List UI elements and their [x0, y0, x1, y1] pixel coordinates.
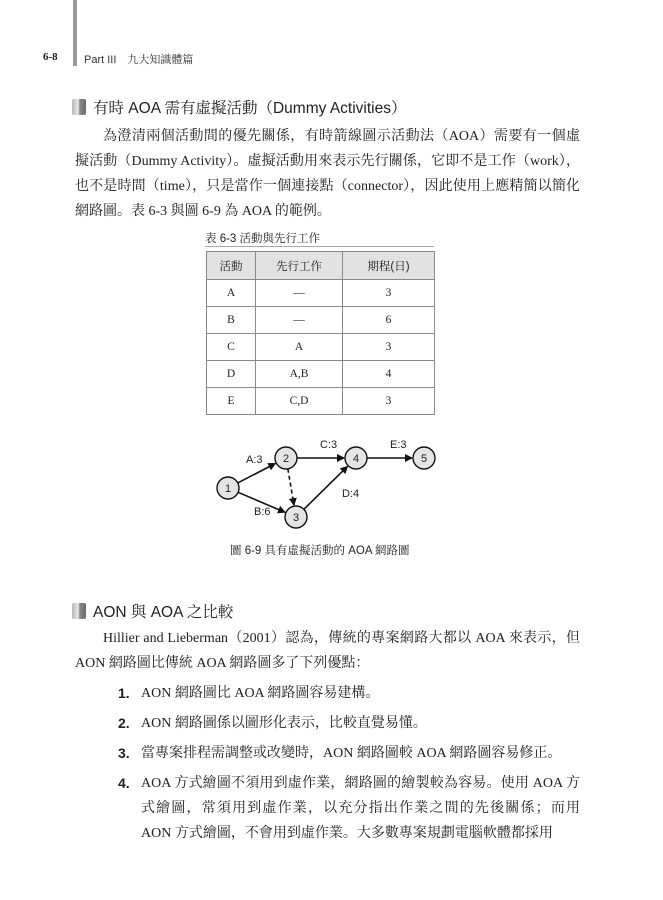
edge-label: B:6	[254, 506, 271, 518]
list-text: AON 網路圖比 AOA 網路圖容易建構。	[141, 686, 380, 701]
list-text: AON 網路圖係以圖形化表示，比較直覺易懂。	[141, 716, 427, 731]
node-2	[275, 447, 297, 469]
heading-text: AON 與 AOA 之比較	[93, 604, 234, 621]
col-header: 期程(日)	[343, 252, 435, 280]
node-label: 5	[420, 453, 428, 465]
activity-arrow	[304, 466, 348, 509]
caption-rule	[205, 246, 434, 247]
section-heading-compare	[72, 600, 233, 622]
activity-arrow	[238, 464, 276, 483]
list-text: 當專案排程需調整或改變時，AON 網路圖較 AOA 網路圖容易修正。	[141, 746, 562, 761]
cell: D	[207, 361, 256, 388]
cell: 3	[343, 388, 435, 415]
cell: 3	[343, 334, 435, 361]
cell: —	[256, 307, 343, 334]
edge-label: A:3	[246, 454, 263, 466]
cell: 6	[343, 307, 435, 334]
cell: B	[207, 307, 256, 334]
cell: A	[207, 280, 256, 307]
part-title: Part III 九大知識體篇	[84, 54, 194, 66]
cell: C,D	[256, 388, 343, 415]
cell: A,B	[256, 361, 343, 388]
node-5	[413, 447, 435, 469]
list-number: 1.	[118, 685, 130, 701]
list-text: AOA 方式繪圖不須用到虛作業，網路圖的繪製較為容易。使用 AOA 方式繪圖，常須用到虛作業，以充分指出作業之間的先後關係；而用 AON 方式繪圖，不會用到虛作業。大多數專案規劃電腦軟體都採用	[141, 776, 580, 841]
list-item	[118, 771, 580, 846]
heading-text: 有時 AOA 需有虛擬活動（Dummy Activities）	[93, 100, 407, 117]
list-number: 4.	[118, 775, 130, 791]
dummy-arrow	[288, 469, 294, 505]
cell: A	[256, 334, 343, 361]
table-header-row	[207, 252, 435, 280]
list-item	[118, 681, 580, 706]
node-label: 4	[352, 453, 360, 465]
edge-label: C:3	[320, 439, 338, 451]
margin-bar	[73, 0, 77, 66]
cube-icon	[72, 99, 86, 115]
table-row	[207, 388, 435, 415]
cell: E	[207, 388, 256, 415]
paragraph-text: 為澄清兩個活動間的優先關係，有時箭線圖示活動法（AOA）需要有一個虛擬活動（Dummy Activity）。虛擬活動用來表示先行關係，它即不是工作（work），也不是時間（time），只是當作一個連接點（connector），因此使用上應精簡以簡化網路圖。表 6-3 與圖 6-9 為 AOA 的範例。	[75, 129, 580, 219]
node-3	[285, 506, 307, 528]
paragraph-compare	[75, 626, 580, 676]
section-heading-dummy	[72, 96, 406, 118]
col-header: 先行工作	[256, 252, 343, 280]
table-row	[207, 334, 435, 361]
cell: 4	[343, 361, 435, 388]
node-4	[345, 447, 367, 469]
table-row	[207, 361, 435, 388]
activity-table	[206, 251, 435, 415]
cell: —	[256, 280, 343, 307]
list-number: 2.	[118, 715, 130, 731]
node-label: 2	[282, 453, 290, 465]
page-number: 6-8	[43, 51, 58, 63]
aoa-network-diagram	[200, 433, 450, 533]
table-row	[207, 307, 435, 334]
table-row	[207, 280, 435, 307]
edge-label: E:3	[390, 439, 407, 451]
table-caption: 表 6-3 活動與先行工作	[205, 233, 321, 245]
paragraph-text: Hillier and Lieberman（2001）認為，傳統的專案網路大都以 AOA 來表示，但 AON 網路圖比傳統 AOA 網路圖多了下列優點：	[75, 631, 580, 671]
list-item	[118, 741, 580, 766]
cube-icon	[72, 603, 86, 619]
cell: C	[207, 334, 256, 361]
cell: 3	[343, 280, 435, 307]
node-label: 3	[292, 512, 300, 524]
col-header: 活動	[207, 252, 256, 280]
list-item	[118, 711, 580, 736]
edge-label: D:4	[342, 488, 360, 500]
figure-caption: 圖 6-9 具有虛擬活動的 AOA 網路圖	[230, 545, 410, 557]
node-1	[217, 477, 239, 499]
list-number: 3.	[118, 745, 130, 761]
node-label: 1	[224, 483, 232, 495]
paragraph-dummy	[75, 124, 580, 224]
